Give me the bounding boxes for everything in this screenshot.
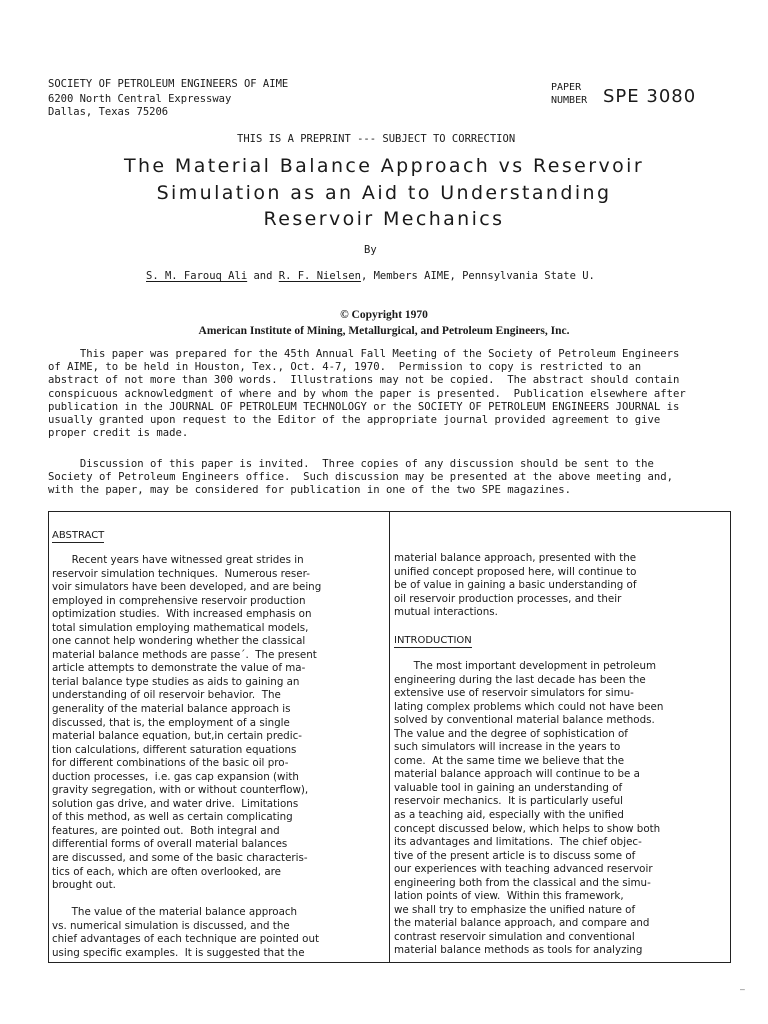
- notice-paragraph: This paper was prepared for the 45th Annual Fall Meeting of the Society of Petroleum Engineers of AIME, to be held in Houston, Tex., Oct. 4-7, 1970. Permission to copy is restricted to an abstract of not more than 300 words. Illustrations may not be copied. The abstract should contain conspicuous acknowledgment of where and by whom the paper is presented. Publication elsewhere after publication in the JOURNAL OF PETROLEUM TECHNOLOGY or the SOCIETY OF PETROLEUM ENGINEERS JOURNAL is usually granted upon request to the Editor of the appropriate journal provided agreement to give proper credit is made.: [48, 348, 686, 440]
- paper-title-line-3: Reservoir Mechanics: [263, 208, 505, 230]
- abstract-heading: ABSTRACT: [52, 530, 105, 541]
- column-divider: [389, 512, 390, 962]
- paper-label: PAPER: [551, 82, 582, 93]
- author-2: R. F. Nielsen: [278, 270, 361, 282]
- page-edge-mark: —: [740, 985, 745, 994]
- byline-by: By: [364, 244, 377, 256]
- copyright-holder: American Institute of Mining, Metallurgical, and Petroleum Engineers, Inc.: [198, 325, 570, 337]
- authors-and: and: [247, 270, 279, 282]
- abstract-text: Recent years have witnessed great strides in reservoir simulation techniques. Numerous reser- voir simulators have been developed, and are being employed in comprehensive reservoir production optimization studies. With increased emphasis on total simulation employing mathematical models, one cannot help wondering whether the classical material balance methods are passe´. The present article attempts to demonstrate the value of ma- terial balance type studies as aids to gaining an understanding of oil reservoir behavior. The generality of the material balance approach is discussed, that is, the employment of a single material balance equation, but,in certain predic- tion calculations, different saturation equations for different combinations of the basic oil pro- duction processes, i.e. gas cap expansion (with gravity segregation, with or without counterflow), solution gas drive, and water drive. Limitations of this method, as well as certain complicating features, are pointed out. Both integral and differential forms of overall material balances are discussed, and some of the basic characteris- tics of each, which are often overlooked, are brought out. The value of the material balance approach vs. numerical simulation is discussed, and the chief advantages of each technique are pointed out using specific examples. It is suggested that the: [52, 554, 322, 959]
- authors-line: [146, 270, 595, 282]
- paper-title-line-2: Simulation as an Aid to Understanding: [156, 182, 612, 204]
- author-1: S. M. Farouq Ali: [146, 270, 248, 282]
- author-affiliation: , Members AIME, Pennsylvania State U.: [360, 270, 595, 282]
- discussion-paragraph: Discussion of this paper is invited. Three copies of any discussion should be sent to the Society of Petroleum Engineers office. Such discussion may be presented at the above meeting and, with the paper, may be considered for publication in one of the two SPE magazines.: [48, 458, 674, 497]
- society-name: SOCIETY OF PETROLEUM ENGINEERS OF AIME: [48, 78, 289, 90]
- introduction-heading: INTRODUCTION: [394, 635, 472, 646]
- paper-number: SPE 3080: [603, 86, 697, 107]
- introduction-text: The most important development in petroleum engineering during the last decade has been the extensive use of reservoir simulators for simu- lating complex problems which could not have been solved by conventional material balance methods. The value and the degree of sophistication of such simulators will increase in the years to come. At the same time we believe that the material balance approach will continue to be a valuable tool in gaining an understanding of reservoir mechanics. It is particularly useful as a teaching aid, especially with the unified concept discussed below, which helps to show both its advantages and limitations. The chief objec- tive of the present article is to discuss some of our experiences with teaching advanced reservoir engineering both from the classical and the simu- lation points of view. Within this framework, we shall try to emphasize the unified nature of the material balance approach, and compare and contrast reservoir simulation and conventional material balance methods as tools for analyzing: [394, 660, 664, 957]
- copyright-line: © Copyright 1970: [340, 309, 428, 321]
- abstract-continuation: material balance approach, presented with the unified concept proposed here, will continue to be of value in gaining a basic understanding of oil reservoir production processes, and their mutual interactions.: [394, 552, 637, 619]
- preprint-notice: THIS IS A PREPRINT --- SUBJECT TO CORRECTION: [237, 133, 516, 145]
- number-label: NUMBER: [551, 95, 588, 106]
- address-line-1: 6200 North Central Expressway: [48, 93, 232, 105]
- paper-title-line-1: The Material Balance Approach vs Reservoir: [123, 155, 645, 177]
- abstract-box: [48, 511, 731, 963]
- address-line-2: Dallas, Texas 75206: [48, 106, 169, 118]
